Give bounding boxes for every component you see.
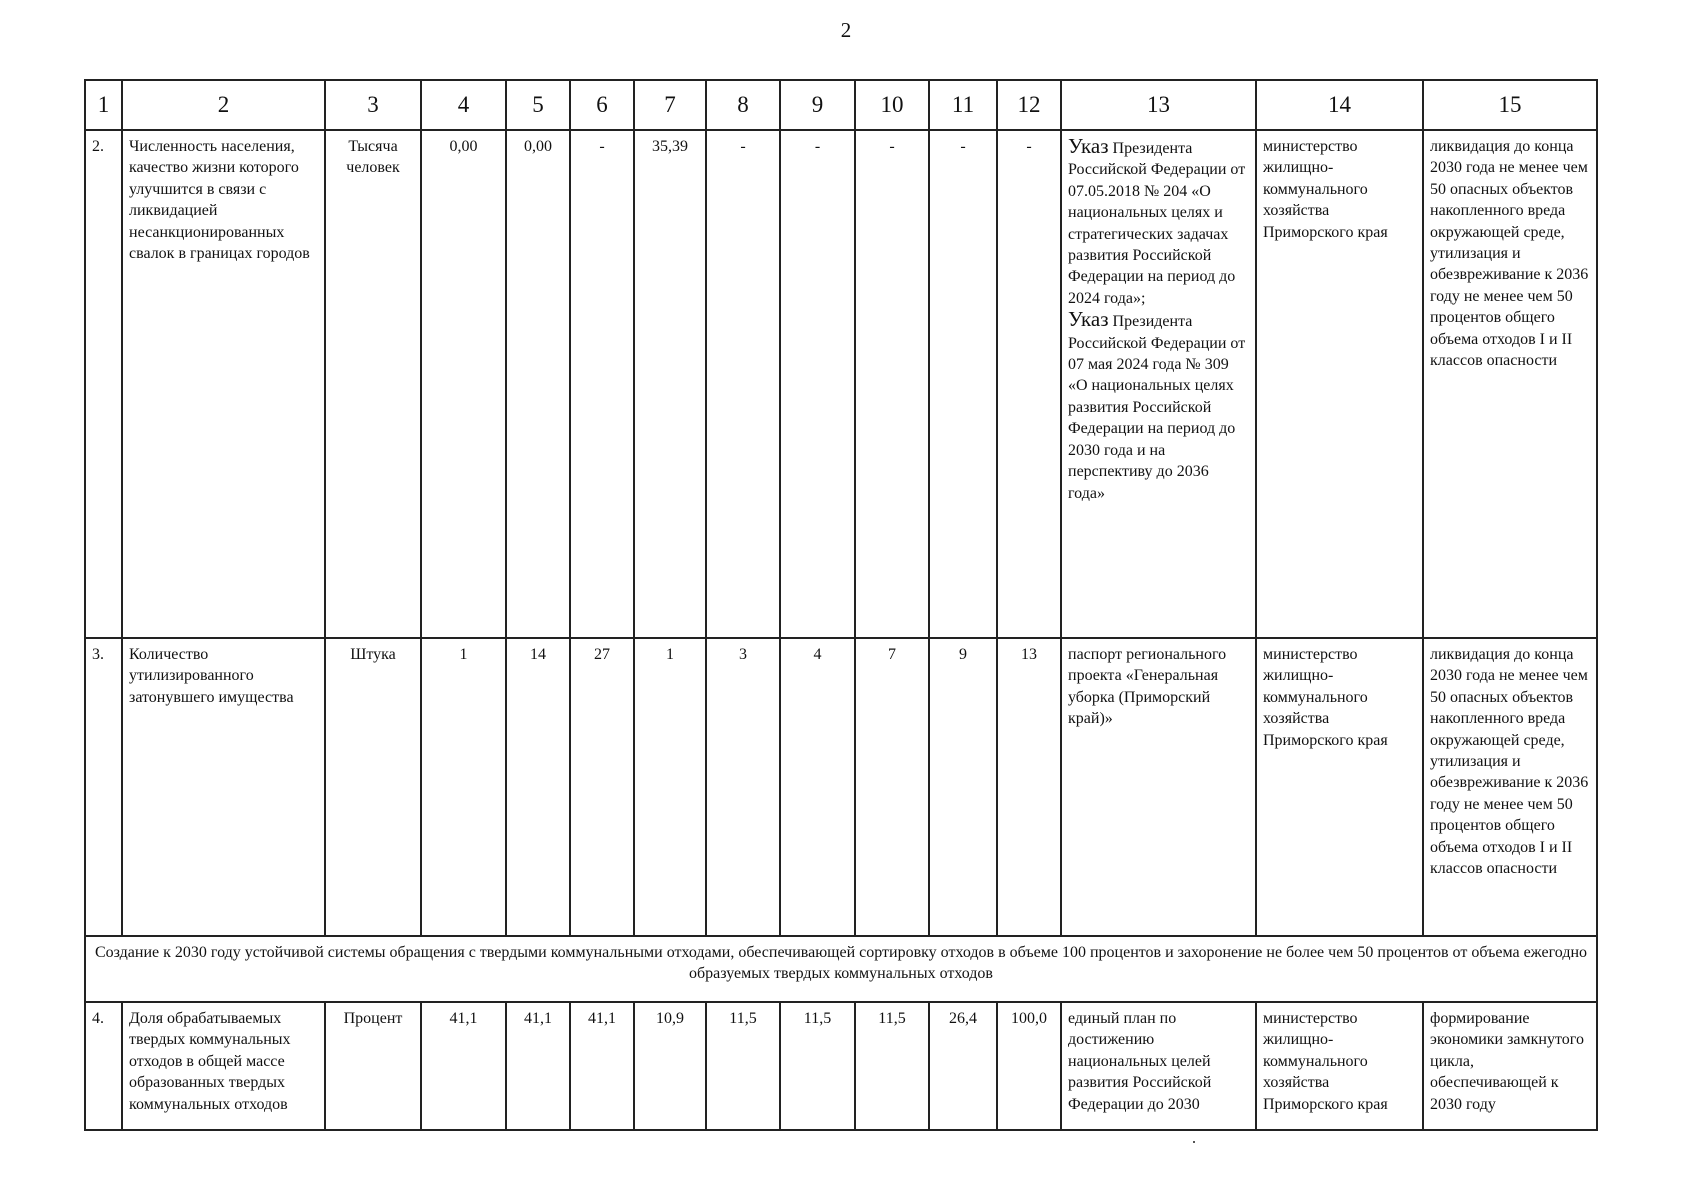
decree-reference [1068,136,1249,309]
value-cell: - [997,130,1061,638]
value-cell: - [855,130,929,638]
value-cell: 11,5 [780,1002,855,1130]
value-cell: 100,0 [997,1002,1061,1130]
value-cell: 1 [421,638,506,936]
column-header: 15 [1423,80,1597,130]
table-row [85,1002,1597,1130]
column-header: 12 [997,80,1061,130]
unit-cell: Тысяча человек [325,130,421,638]
column-number-row [85,80,1597,130]
column-header: 7 [634,80,706,130]
page-number: 2 [840,18,852,42]
document-basis-cell [1061,130,1256,638]
responsible-cell: министерство жилищно-коммунального хозяйства Приморского края [1256,638,1423,936]
row-number: 4. [85,1002,122,1130]
value-cell: 0,00 [506,130,570,638]
section-heading-row [85,936,1597,1002]
document-basis-cell: единый план по достижению национальных целей развития Российской Федерации до 2030 [1061,1002,1256,1130]
value-cell: 0,00 [421,130,506,638]
document-basis-cell: паспорт регионального проекта «Генеральная уборка (Приморский край)» [1061,638,1256,936]
table-row [85,638,1597,936]
value-cell: - [570,130,634,638]
column-header: 4 [421,80,506,130]
value-cell: 14 [506,638,570,936]
value-cell: - [929,130,997,638]
unit-cell: Процент [325,1002,421,1130]
column-header: 3 [325,80,421,130]
column-header: 13 [1061,80,1256,130]
value-cell: 13 [997,638,1061,936]
value-cell: 7 [855,638,929,936]
column-header: 11 [929,80,997,130]
value-cell: 4 [780,638,855,936]
column-header: 10 [855,80,929,130]
column-header: 5 [506,80,570,130]
value-cell: 9 [929,638,997,936]
table-row [85,130,1597,638]
value-cell: 3 [706,638,780,936]
value-cell: 35,39 [634,130,706,638]
value-cell: 27 [570,638,634,936]
national-goal-link-cell: ликвидация до конца 2030 года не менее чем 50 опасных объектов накопленного вреда окружающей среде, утилизация и обезвреживание к 2036 году не менее чем 50 процентов общего объема отходов I и II классов опасности [1423,130,1597,638]
value-cell: - [706,130,780,638]
value-cell: - [780,130,855,638]
column-header: 9 [780,80,855,130]
decree-text: Президента Российской Федерации от 07 мая 2024 года № 309 «О национальных целях развития Российской Федерации на период до 2030 года и на перспективу до 2036 года» [1068,313,1246,502]
row-number: 2. [85,130,122,638]
column-header: 14 [1256,80,1423,130]
decree-reference [1068,309,1249,504]
responsible-cell: министерство жилищно-коммунального хозяйства Приморского края [1256,130,1423,638]
scan-speck [1193,1141,1195,1143]
column-header: 6 [570,80,634,130]
decree-text: Президента Российской Федерации от 07.05.2018 № 204 «О национальных целях и стратегических задачах развития Российской Федерации на период до 2024 года»; [1068,140,1246,307]
column-header: 8 [706,80,780,130]
column-header: 2 [122,80,325,130]
value-cell: 26,4 [929,1002,997,1130]
indicator-name: Численность населения, качество жизни которого улучшится в связи с ликвидацией несанкционированных свалок в границах городов [122,130,325,638]
national-goal-link-cell: формирование экономики замкнутого цикла, обеспечивающей к 2030 году [1423,1002,1597,1130]
value-cell: 11,5 [855,1002,929,1130]
value-cell: 1 [634,638,706,936]
indicator-name: Доля обрабатываемых твердых коммунальных отходов в общей массе образованных твердых коммунальных отходов [122,1002,325,1130]
indicator-name: Количество утилизированного затонувшего имущества [122,638,325,936]
value-cell: 11,5 [706,1002,780,1130]
unit-cell: Штука [325,638,421,936]
responsible-cell: министерство жилищно-коммунального хозяйства Приморского края [1256,1002,1423,1130]
value-cell: 41,1 [506,1002,570,1130]
decree-word: Указ [1068,307,1109,332]
value-cell: 41,1 [570,1002,634,1130]
decree-word: Указ [1068,134,1109,158]
row-number: 3. [85,638,122,936]
value-cell: 10,9 [634,1002,706,1130]
indicators-table [84,79,1598,1131]
section-heading: Создание к 2030 году устойчивой системы обращения с твердыми коммунальными отходами, обеспечивающей сортировку отходов в объеме 100 процентов и захоронение не более чем 50 процентов от объема ежегодно образуемых твердых коммунальных отходов [85,936,1597,1002]
column-header: 1 [85,80,122,130]
value-cell: 41,1 [421,1002,506,1130]
national-goal-link-cell: ликвидация до конца 2030 года не менее чем 50 опасных объектов накопленного вреда окружающей среде, утилизация и обезвреживание к 2036 году не менее чем 50 процентов общего объема отходов I и II классов опасности [1423,638,1597,936]
